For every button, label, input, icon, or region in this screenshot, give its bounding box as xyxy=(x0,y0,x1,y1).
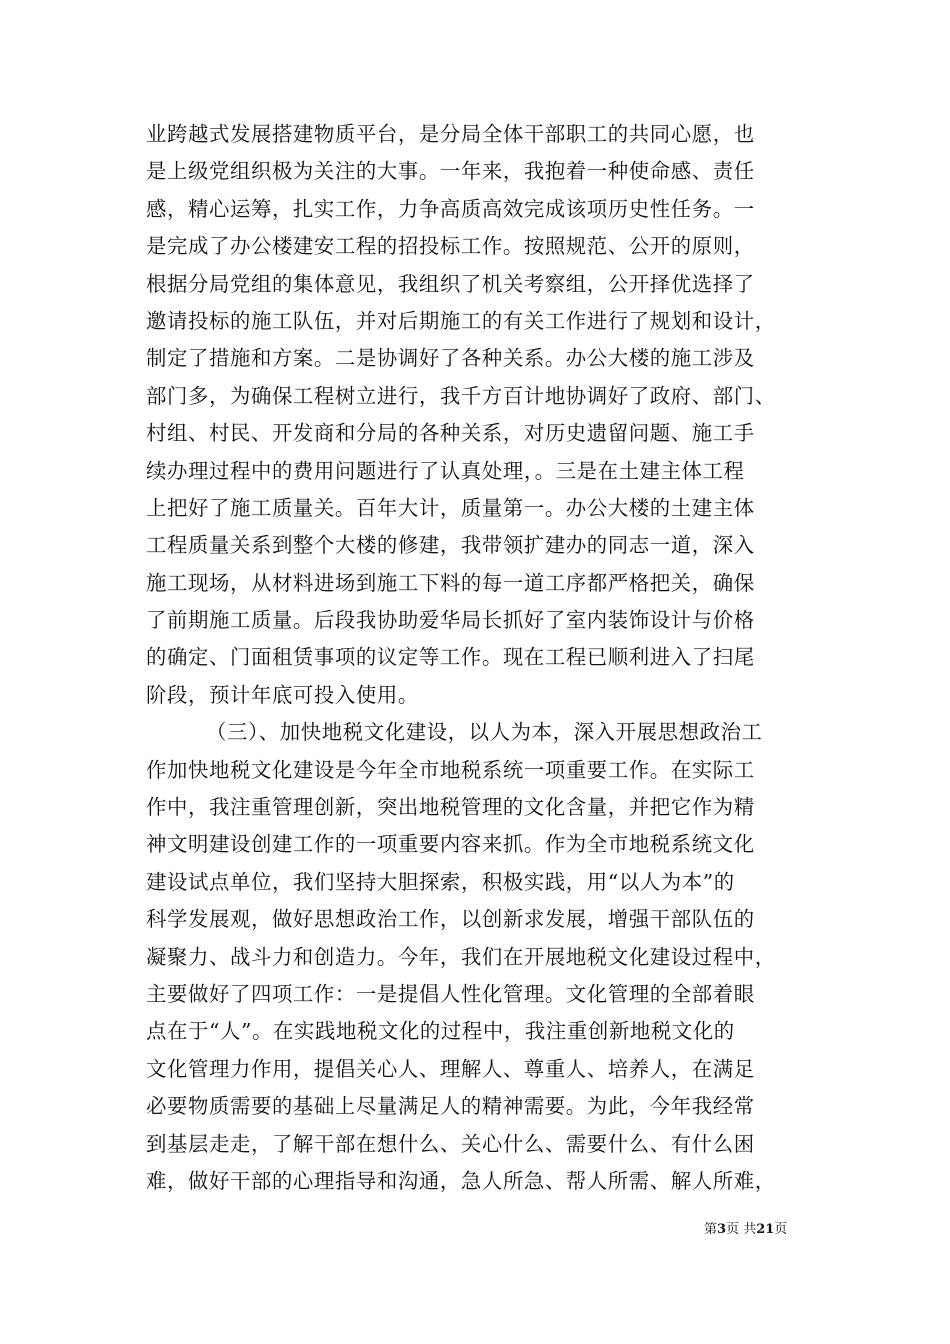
text-line: 神文明建设创建工作的一项重要内容来抓。作为全市地税系统文化 xyxy=(146,832,755,857)
page-number-footer xyxy=(704,1218,787,1237)
text-line: 了前期施工质量。后段我协助爱华局长抓好了室内装饰设计与价格 xyxy=(146,608,755,633)
text-line: 根据分局党组的集体意见，我组织了机关考察组，公开择优选择了 xyxy=(146,271,755,296)
text-line: 续办理过程中的费用问题进行了认真处理，。三是在土建主体工程 xyxy=(146,458,745,483)
text-line: 文化管理力作用，提倡关心人、理解人、尊重人、培养人，在满足 xyxy=(146,1056,755,1081)
footer-middle: 页 共 xyxy=(726,1222,757,1237)
current-page-number: 3 xyxy=(717,1222,727,1237)
text-line: 必要物质需要的基础上尽量满足人的精神需要。为此，今年我经常 xyxy=(146,1094,755,1119)
text-line: 点在于“人”。在实践地税文化的过程中，我注重创新地税文化的 xyxy=(146,1019,735,1044)
text-line: 制定了措施和方案。二是协调好了各种关系。办公大楼的施工涉及 xyxy=(146,346,755,371)
text-line: 施工现场，从材料进场到施工下料的每一道工序都严格把关，确保 xyxy=(146,570,755,595)
total-page-number: 21 xyxy=(756,1222,775,1237)
text-line: 是完成了办公楼建安工程的招投标工作。按照规范、公开的原则， xyxy=(146,234,755,259)
text-line: 主要做好了四项工作：一是提倡人性化管理。文化管理的全部着眼 xyxy=(146,981,755,1006)
text-line: 村组、村民、开发商和分局的各种关系，对历史遗留问题、施工手 xyxy=(146,421,755,446)
text-line: 作中，我注重管理创新，突出地税管理的文化含量，并把它作为精 xyxy=(146,795,755,820)
text-line: 是上级党组织极为关注的大事。一年来，我抱着一种使命感、责任 xyxy=(146,159,755,184)
text-line: 阶段，预计年底可投入使用。 xyxy=(146,682,419,707)
text-line: 凝聚力、战斗力和创造力。今年，我们在开展地税文化建设过程中， xyxy=(146,944,776,969)
footer-suffix: 页 xyxy=(774,1222,788,1237)
text-line: 建设试点单位，我们坚持大胆探索，积极实践，用“以人为本”的 xyxy=(146,869,735,894)
text-line: 工程质量关系到整个大楼的修建，我带领扩建办的同志一道，深入 xyxy=(146,533,755,558)
footer-prefix: 第 xyxy=(704,1222,718,1237)
body-text xyxy=(146,116,816,1200)
text-line: 业跨越式发展搭建物质平台，是分局全体干部职工的共同心愿，也 xyxy=(146,122,755,146)
section-heading-line: （三）、加快地税文化建设，以人为本，深入开展思想政治工 xyxy=(206,720,763,745)
text-line: 到基层走走，了解干部在想什么、关心什么、需要什么、有什么困 xyxy=(146,1131,755,1156)
text-line: 科学发展观，做好思想政治工作，以创新求发展，增强干部队伍的 xyxy=(146,907,755,932)
text-line: 部门多，为确保工程树立进行，我千方百计地协调好了政府、部门、 xyxy=(146,383,776,408)
text-line: 上把好了施工质量关。百年大计，质量第一。办公大楼的土建主体 xyxy=(146,495,755,520)
text-line: 邀请投标的施工队伍，并对后期施工的有关工作进行了规划和设计， xyxy=(146,308,776,333)
text-line: 感，精心运筹，扎实工作，力争高质高效完成该项历史性任务。一 xyxy=(146,196,755,221)
text-line: 难，做好干部的心理指导和沟通，急人所急、帮人所需、解人所难， xyxy=(146,1168,776,1193)
text-line: 的确定、门面租赁事项的议定等工作。现在工程已顺利进入了扫尾 xyxy=(146,645,755,670)
text-line: 作加快地税文化建设是今年全市地税系统一项重要工作。在实际工 xyxy=(146,757,755,782)
